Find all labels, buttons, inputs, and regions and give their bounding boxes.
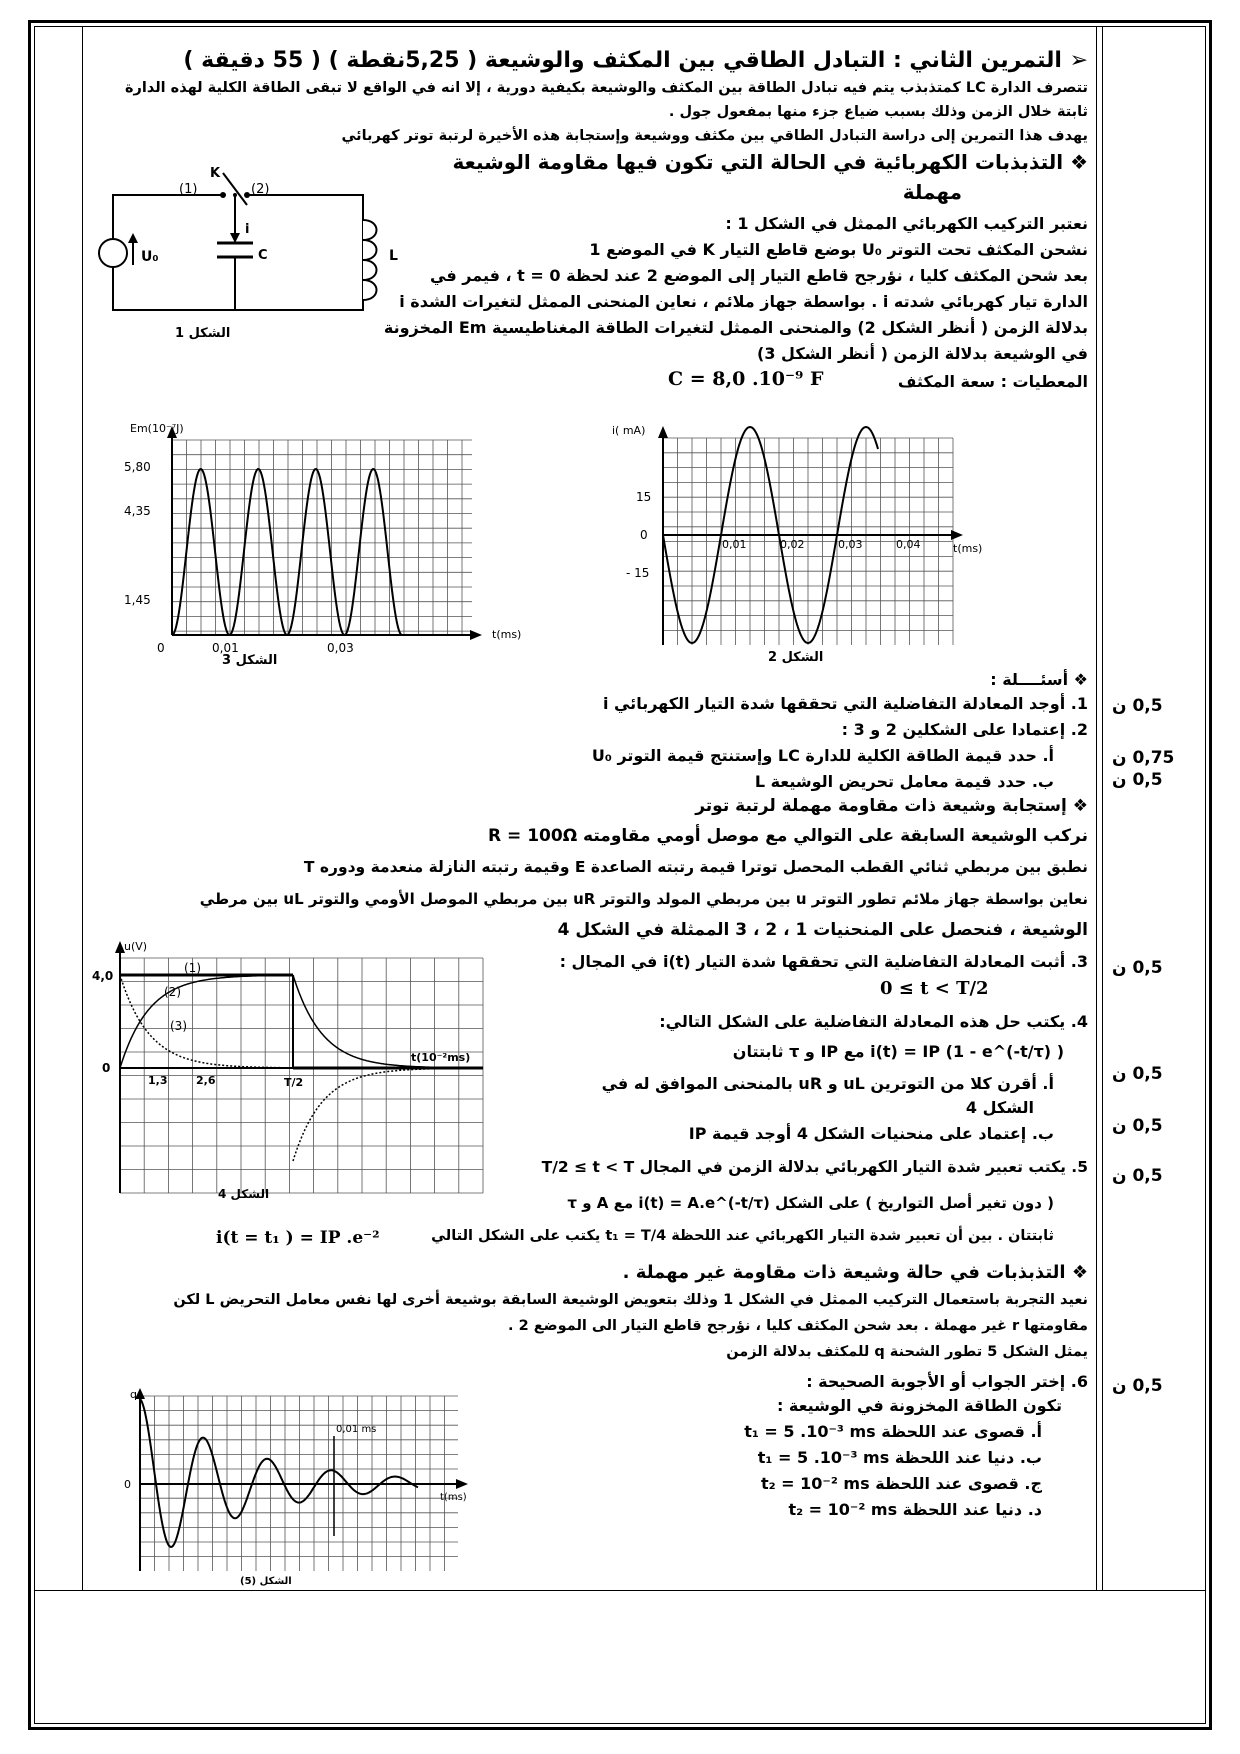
section3-line-1: نعيد التجربة باستعمال التركيب الممثل في الشكل 1 وذلك بتعويض الوشيعة السابقة بوشيعة أخرى لها نفس معامل التحريض L لكن	[173, 1292, 1088, 1308]
figure-5-ylabel: q	[130, 1388, 137, 1401]
charge-curve	[140, 1399, 418, 1547]
figure-2-xtick: 0,01	[722, 538, 747, 551]
switch-label: K	[210, 166, 221, 181]
question-1: 1. أوجد المعادلة التفاضلية التي تحققها شدة التيار الكهربائي i	[602, 694, 1088, 713]
section2-line-1: نركب الوشيعة السابقة على التوالي مع موصل أومي مقاومته R = 100Ω	[488, 826, 1088, 846]
figure-4-ytick-4: 4,0	[92, 969, 114, 983]
points-q6: 0,5 ن	[1112, 1376, 1163, 1396]
figure-5-annotation: 0,01 ms	[336, 1424, 377, 1435]
figure-3-xtick: 0,03	[327, 641, 354, 655]
energy-curve	[172, 469, 402, 635]
points-q5: 0,5 ن	[1112, 1166, 1163, 1186]
questions-heading: ❖ أسئــــلة :	[990, 670, 1088, 689]
intro-line-2: ثابتة خلال الزمن وذلك بسبب ضياع جزء منها بمفعول جول .	[668, 104, 1088, 120]
switch-pos-1: (1)	[179, 182, 198, 197]
question-5-statement: ثابتتان . بين أن تعبير شدة التيار الكهربائي عند اللحظة t₁ = T/4 يكتب على الشكل التالي	[431, 1228, 1054, 1244]
figure-2-current-chart	[598, 420, 983, 665]
points-column-line-2	[1102, 26, 1103, 1590]
figure-5-ytick-0: 0	[124, 1478, 131, 1491]
question-6: 6. إختر الجواب أو الأجوبة الصحيحة :	[806, 1372, 1088, 1391]
figure-4-voltage-chart	[88, 938, 488, 1200]
figure-3-ylabel: Em(10⁻⁷J)	[130, 422, 184, 435]
figure-2-xtick: 0,02	[780, 538, 805, 551]
section3-line-3: يمثل الشكل 5 تطور الشحنة q للمكثف بدلالة الزمن	[726, 1344, 1088, 1360]
question-6-stem: تكون الطاقة المخزونة في الوشيعة :	[776, 1396, 1062, 1415]
intro-line-1: تتصرف الدارة LC كمتذبذب يتم فيه تبادل الطاقة بين المكثف والوشيعة بكيفية دورية ، إلا انه في الواقع لا تبقى الطاقة الكلية لهذه الدارة	[124, 80, 1088, 96]
figure-1-caption: الشكل 1	[175, 326, 231, 341]
section1-line-4: الدارة تيار كهربائي شدته i . بواسطة جهاز ملائم ، نعاين المنحنى الممثل لتغيرات الشدة i	[399, 292, 1088, 311]
figure-1-circuit	[95, 165, 415, 350]
section1-heading-2: مهملة	[902, 180, 962, 204]
figure-5-xlabel: t(ms)	[440, 1492, 467, 1503]
question-2a: أ. حدد قيمة الطاقة الكلية للدارة LC وإستنتج قيمة التوتر U₀	[591, 746, 1054, 765]
curve-3	[120, 975, 293, 1068]
figure-3-xlabel: t(ms)	[492, 628, 522, 641]
points-q2b: 0,5 ن	[1112, 770, 1163, 790]
figure-2-ytick: - 15	[626, 566, 650, 580]
points-q4b: 0,5 ن	[1112, 1116, 1163, 1136]
section1-line-5: بدلالة الزمن ( أنظر الشكل 2) والمنحنى الممثل لتغيرات الطاقة المغناطيسية Em المخزونة	[383, 318, 1088, 337]
figure-2-ylabel: i( mA)	[612, 424, 646, 437]
figure-3-caption: الشكل 3	[222, 653, 278, 668]
figure-4-ytick-0: 0	[102, 1061, 111, 1075]
section3-heading: ❖ التذبذبات في حالة وشيعة ذات مقاومة غير مهملة .	[622, 1262, 1088, 1283]
data-label: المعطيات : سعة المكثف	[897, 372, 1088, 391]
points-q1: 0,5 ن	[1112, 696, 1163, 716]
u0-label: U₀	[141, 249, 159, 265]
i-label: i	[245, 222, 250, 237]
curve-2	[120, 975, 293, 1068]
figure-3-ytick: 4,35	[124, 504, 151, 518]
question-4a: أ. أقرن كلا من التوترين uL و uR بالمنحنى الموافق له في	[601, 1074, 1054, 1093]
figure-2-xtick: 0,04	[896, 538, 921, 551]
curve-3-decay	[293, 1068, 483, 1161]
l-label: L	[389, 248, 398, 264]
exercise-title: ➢ التمرين الثاني : التبادل الطاقي بين المكثف والوشيعة ( 5,25نقطة ) ( 55 دقيقة )	[183, 48, 1088, 73]
question-5-form: ( دون تغير أصل التواريخ ) على الشكل i(t) = A.e^(-t/τ) مع A و τ	[567, 1194, 1054, 1212]
section1-line-3: بعد شحن المكثف كليا ، نؤرجح قاطع التيار إلى الموضع 2 عند لحظة t = 0 ، فيمر في	[430, 266, 1088, 285]
figure-4-t-half: T/2	[284, 1076, 304, 1089]
points-q2a: 0,75 ن	[1112, 748, 1175, 768]
figure-2-ytick: 15	[636, 490, 652, 504]
question-6-option-b: ب. دنيا عند اللحظة t₁ = 5 .10⁻³ ms	[757, 1448, 1042, 1467]
question-5: 5. يكتب تعبير شدة التيار الكهربائي بدلالة الزمن في المجال T/2 ≤ t < T	[541, 1158, 1088, 1176]
section1-line-2: نشحن المكثف تحت التوتر U₀ بوضع قاطع التيار K في الموضع 1	[589, 240, 1088, 259]
points-q4a: 0,5 ن	[1112, 1064, 1163, 1084]
left-margin-line	[82, 26, 83, 1590]
points-column-line	[1096, 26, 1097, 1590]
question-6-option-d: د. دنيا عند اللحظة t₂ = 10⁻² ms	[788, 1500, 1042, 1519]
capacitance-value: C = 8,0 .10⁻⁹ F	[668, 368, 824, 390]
question-2: 2. إعتمادا على الشكلين 2 و 3 :	[841, 720, 1088, 739]
bottom-divider	[34, 1590, 1206, 1591]
figure-2-ytick: 0	[640, 528, 648, 542]
c-label: C	[258, 248, 268, 263]
figure-4-xlabel: t(10⁻²ms)	[411, 1051, 471, 1064]
question-2b: ب. حدد قيمة معامل تحريض الوشيعة L	[754, 772, 1054, 791]
figure-4-caption: الشكل 4	[218, 1187, 270, 1201]
section1-heading: ❖ التذبذبات الكهربائية في الحالة التي تكون فيها مقاومة الوشيعة	[452, 150, 1088, 174]
section1-line-1: نعتبر التركيب الكهربائي الممثل في الشكل 1 :	[725, 214, 1088, 233]
question-3-interval: 0 ≤ t < T/2	[880, 978, 989, 999]
question-4-formula: i(t) = IP (1 - e^(-t/τ) ) مع IP و τ ثابتتان	[732, 1042, 1064, 1061]
question-5-formula: i(t = t₁ ) = IP .e⁻²	[216, 1228, 380, 1248]
figure-2-caption: الشكل 2	[768, 650, 824, 665]
figure-3-xtick: 0	[157, 641, 165, 655]
intro-line-3: يهدف هذا التمرين إلى دراسة التبادل الطاقي بين مكثف ووشيعة وإستجابة هذه الأخيرة لرتبة توتر كهربائي	[341, 128, 1088, 144]
figure-4-ylabel: u(V)	[124, 940, 148, 953]
figure-2-xtick: 0,03	[838, 538, 863, 551]
figure-4-xtick: 1,3	[148, 1074, 168, 1087]
figure-3-energy-chart	[112, 420, 522, 668]
figure-4-xtick: 2,6	[196, 1074, 216, 1087]
inductor-coil	[363, 220, 377, 300]
figure-3-ytick: 5,80	[124, 460, 151, 474]
section2-heading: ❖ إستجابة وشيعة ذات مقاومة مهملة لرتبة توتر	[695, 796, 1088, 816]
figure-3-ytick: 1,45	[124, 593, 151, 607]
figure-3-xtick: 0,01	[212, 641, 239, 655]
points-q3: 0,5 ن	[1112, 958, 1163, 978]
question-6-option-c: ج. قصوى عند اللحظة t₂ = 10⁻² ms	[760, 1474, 1042, 1493]
figure-3-grid	[172, 440, 472, 635]
figure-5-caption: الشكل (5)	[240, 1576, 292, 1587]
curve-1-label: (1)	[184, 961, 201, 975]
switch-pos-2: (2)	[251, 182, 270, 197]
curve-3-label: (3)	[170, 1019, 187, 1033]
section2-line-4: الوشيعة ، فنحصل على المنحنيات 1 ، 2 ، 3 الممثلة في الشكل 4	[557, 920, 1088, 940]
figure-5-charge-chart	[118, 1386, 478, 1586]
generator-symbol	[99, 239, 127, 267]
section1-line-6: في الوشيعة بدلالة الزمن ( أنظر الشكل 3)	[757, 344, 1088, 363]
question-4: 4. يكتب حل هذه المعادلة التفاضلية على الشكل التالي:	[659, 1012, 1088, 1031]
question-6-option-a: أ. قصوى عند اللحظة t₁ = 5 .10⁻³ ms	[744, 1422, 1042, 1441]
figure-2-xlabel: t(ms)	[953, 542, 983, 555]
question-3: 3. أثبت المعادلة التفاضلية التي تحققها شدة التيار i(t) في المجال :	[559, 952, 1088, 971]
section2-line-2: نطبق بين مربطي ثنائي القطب المحصل توترا قيمة رتبته الصاعدة E وقيمة رتبته النازلة منعدمة ودوره T	[303, 858, 1088, 876]
section2-line-3: نعاين بواسطة جهاز ملائم تطور التوتر u بين مربطي المولد والتوتر uR بين مربطي الموصل الأومي والتوتر uL بين مرطي	[199, 890, 1088, 908]
question-4a-cont: الشكل 4	[965, 1098, 1034, 1117]
question-4b: ب. إعتماد على منحنيات الشكل 4 أوجد قيمة IP	[688, 1124, 1054, 1143]
curve-2-label: (2)	[164, 985, 181, 999]
section3-line-2: مقاومتها r غير مهملة . بعد شحن المكثف كليا ، نؤرجح قاطع التيار الى الموضع 2 .	[508, 1318, 1088, 1334]
